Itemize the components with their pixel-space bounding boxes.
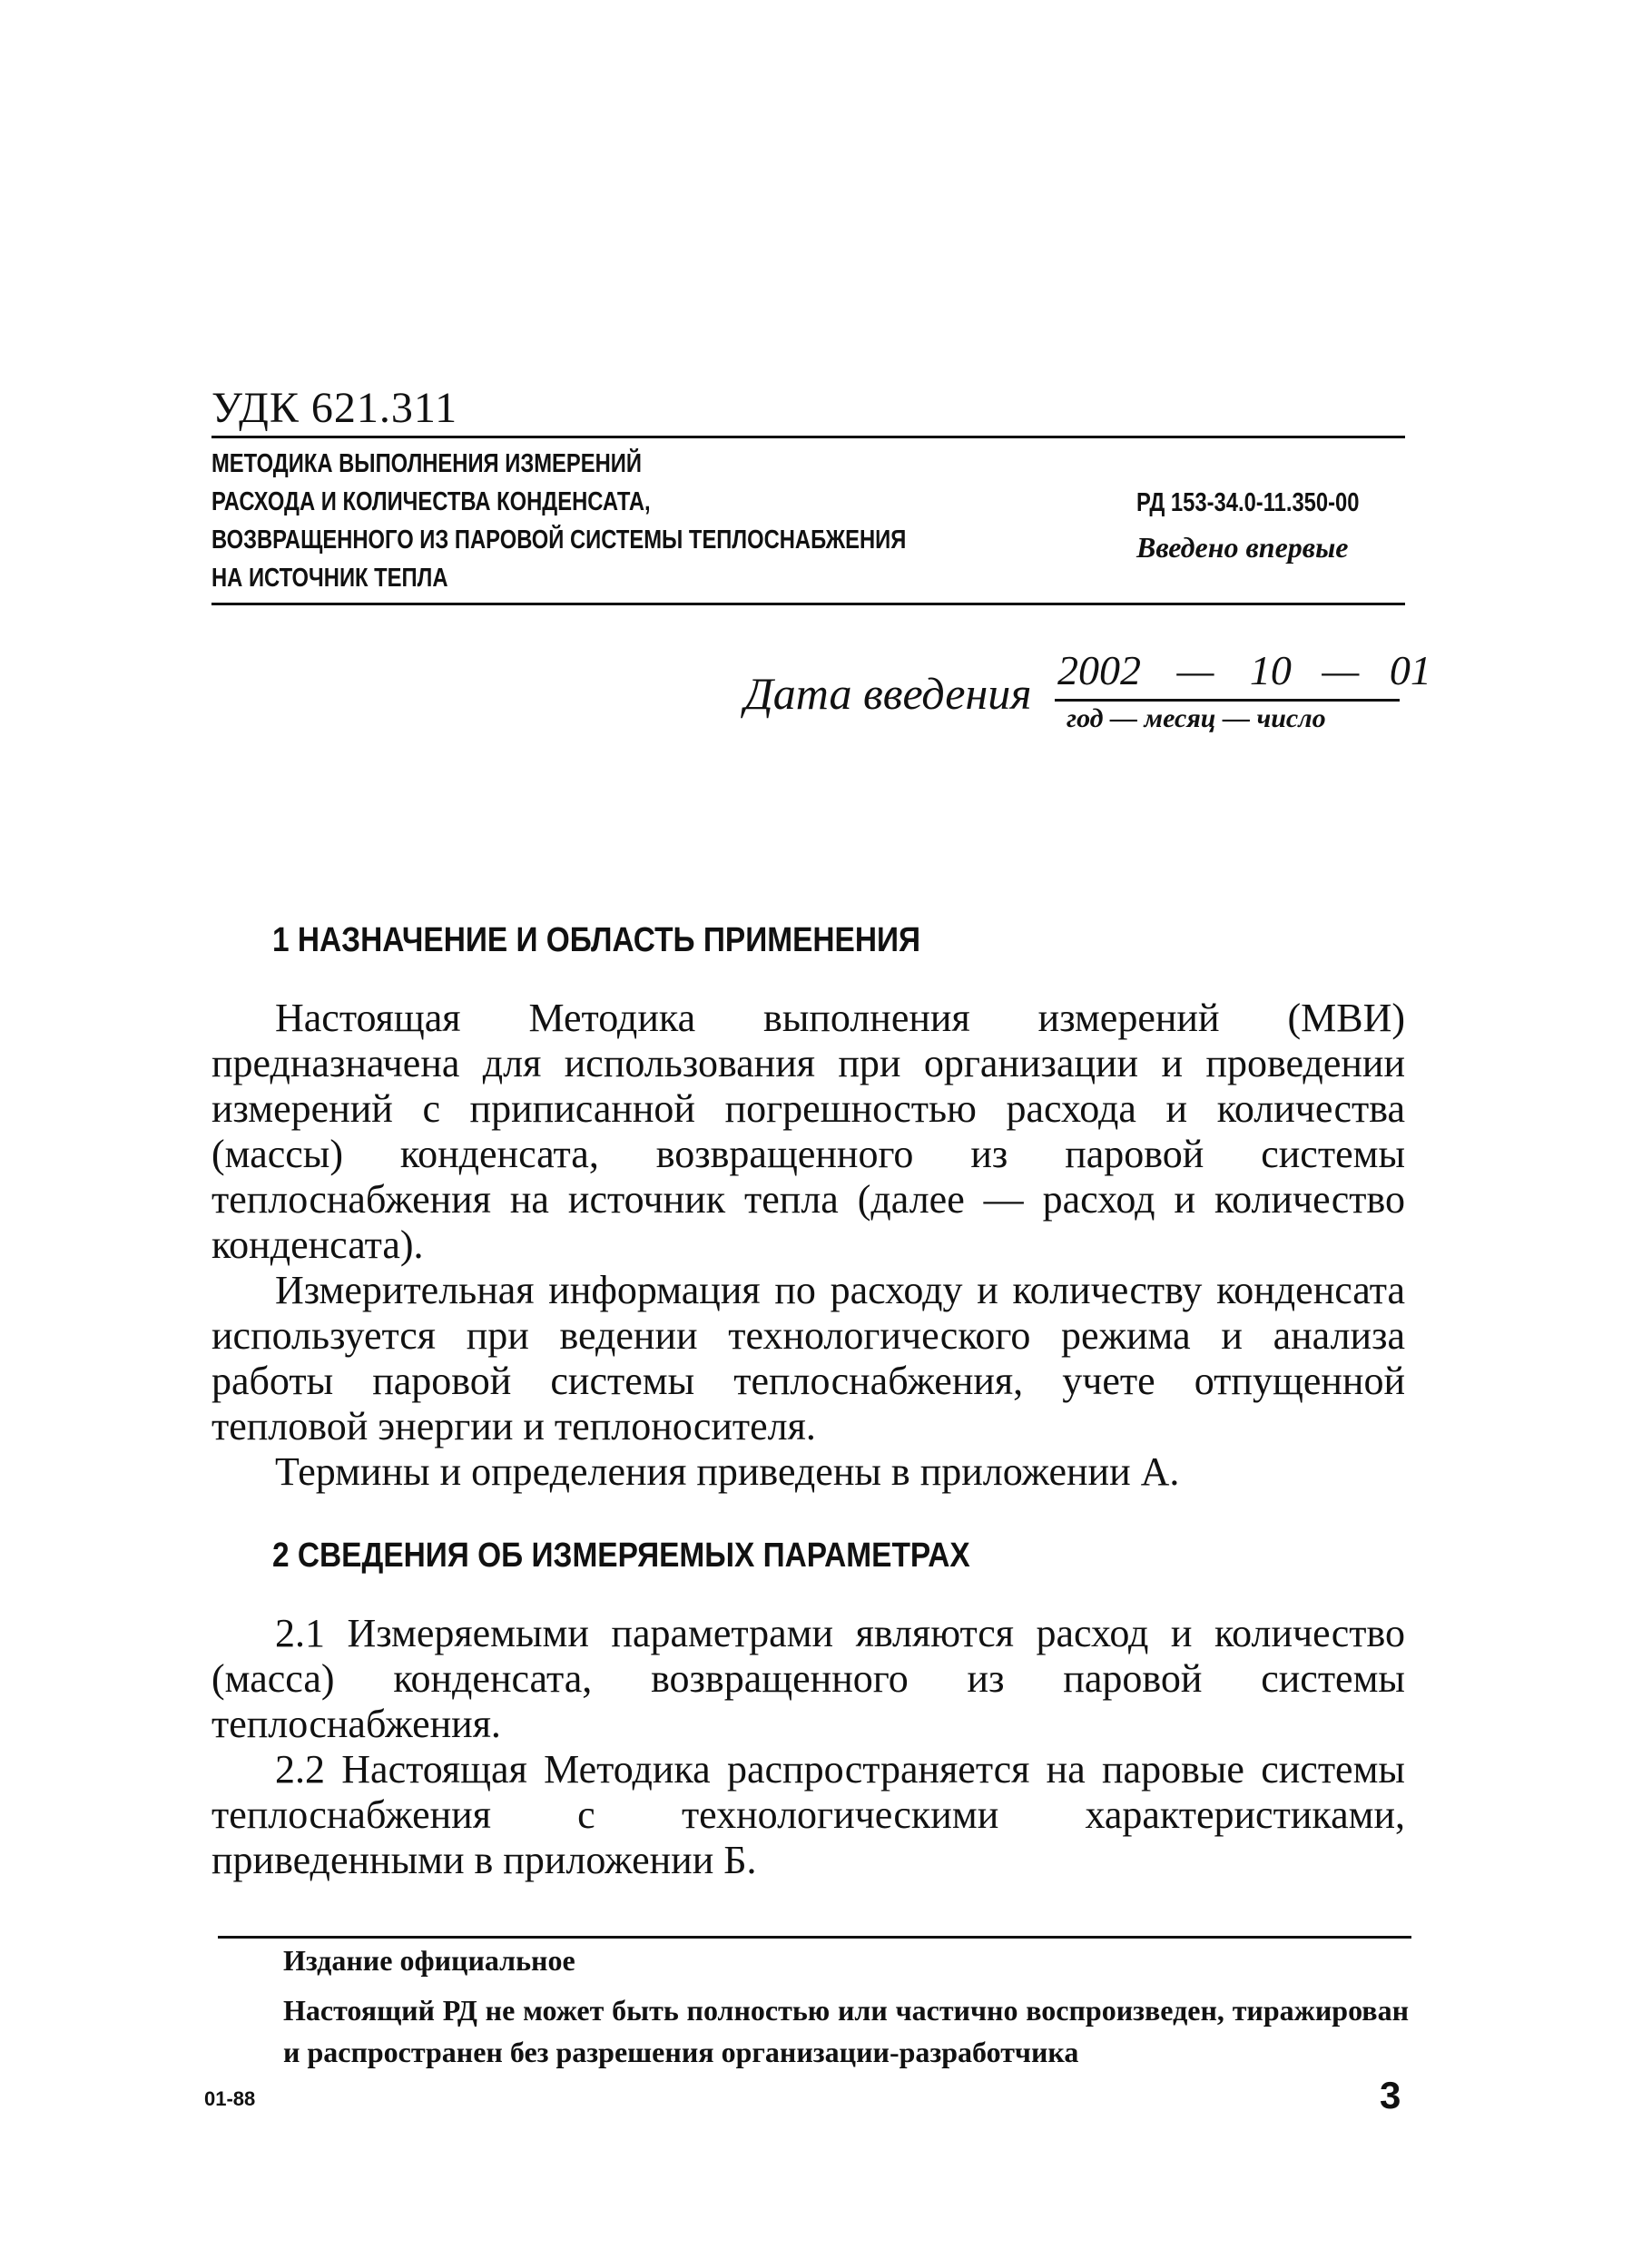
paragraph: 2.1 Измеряемыми параметрами являются расход и количество (масса) конденсата, возвращенного из паровой системы теплоснабжения. — [211, 1611, 1405, 1746]
date-day: 01 — [1389, 647, 1431, 693]
date-caption: год — месяц — число — [1067, 703, 1326, 733]
paragraph: Термины и определения приведены в приложении А. — [275, 1449, 1180, 1494]
rd-document-code: РД 153-34.0-11.350-00 — [1136, 488, 1360, 517]
date-dash: — — [1176, 647, 1214, 693]
method-title-line: МЕТОДИКА ВЫПОЛНЕНИЯ ИЗМЕРЕНИЙ — [211, 449, 642, 478]
copyright-notice: Настоящий РД не может быть полностью или частично воспроизведен, тиражирован и распространен без разрешения организации-разработчика — [283, 1994, 1409, 2068]
print-code: 01-88 — [204, 2087, 256, 2110]
section-heading: 2 СВЕДЕНИЯ ОБ ИЗМЕРЯЕМЫХ ПАРАМЕТРАХ — [272, 1537, 970, 1575]
method-title-line: НА ИСТОЧНИК ТЕПЛА — [211, 564, 448, 593]
section-body — [211, 996, 1405, 1495]
date-month: 10 — [1249, 647, 1292, 693]
method-title-line: РАСХОДА И КОЛИЧЕСТВА КОНДЕНСАТА, — [211, 487, 651, 516]
date-label: Дата введения — [744, 668, 1032, 719]
date-underline — [1055, 699, 1400, 702]
edition-note: Издание официальное — [283, 1944, 575, 1977]
header-top-rule — [211, 436, 1405, 438]
method-title — [211, 445, 907, 597]
date-year: 2002 — [1057, 647, 1141, 693]
rd-status: Введено впервые — [1136, 531, 1349, 564]
footer-rule — [218, 1936, 1411, 1939]
paragraph: Настоящая Методика выполнения измерений (МВИ) предназначена для использования при организации и проведении измерений с приписанной погрешностью расхода и количества (массы) конденсата, возвращенного из паровой системы теплоснабжения на источник тепла (далее — расход и количество конденсата). — [211, 996, 1405, 1267]
page-number: 3 — [1380, 2074, 1401, 2116]
udk-code: УДК 621.311 — [211, 384, 458, 432]
paragraph: 2.2 Настоящая Методика распространяется на паровые системы теплоснабжения с технологическими характеристиками, приведенными в приложении Б. — [211, 1747, 1405, 1882]
date-dash: — — [1322, 647, 1360, 693]
header-bottom-rule — [211, 603, 1405, 605]
date-values — [1057, 646, 1431, 694]
method-title-line: ВОЗВРАЩЕННОГО ИЗ ПАРОВОЙ СИСТЕМЫ ТЕПЛОСНАБЖЕНИЯ — [211, 525, 907, 555]
section-heading: 1 НАЗНАЧЕНИЕ И ОБЛАСТЬ ПРИМЕНЕНИЯ — [272, 921, 921, 959]
section-body — [211, 1611, 1405, 1883]
paragraph: Измерительная информация по расходу и количеству конденсата используется при ведении технологического режима и анализа работы паровой системы теплоснабжения, учете отпущенной тепловой энергии и теплоносителя. — [211, 1268, 1405, 1448]
